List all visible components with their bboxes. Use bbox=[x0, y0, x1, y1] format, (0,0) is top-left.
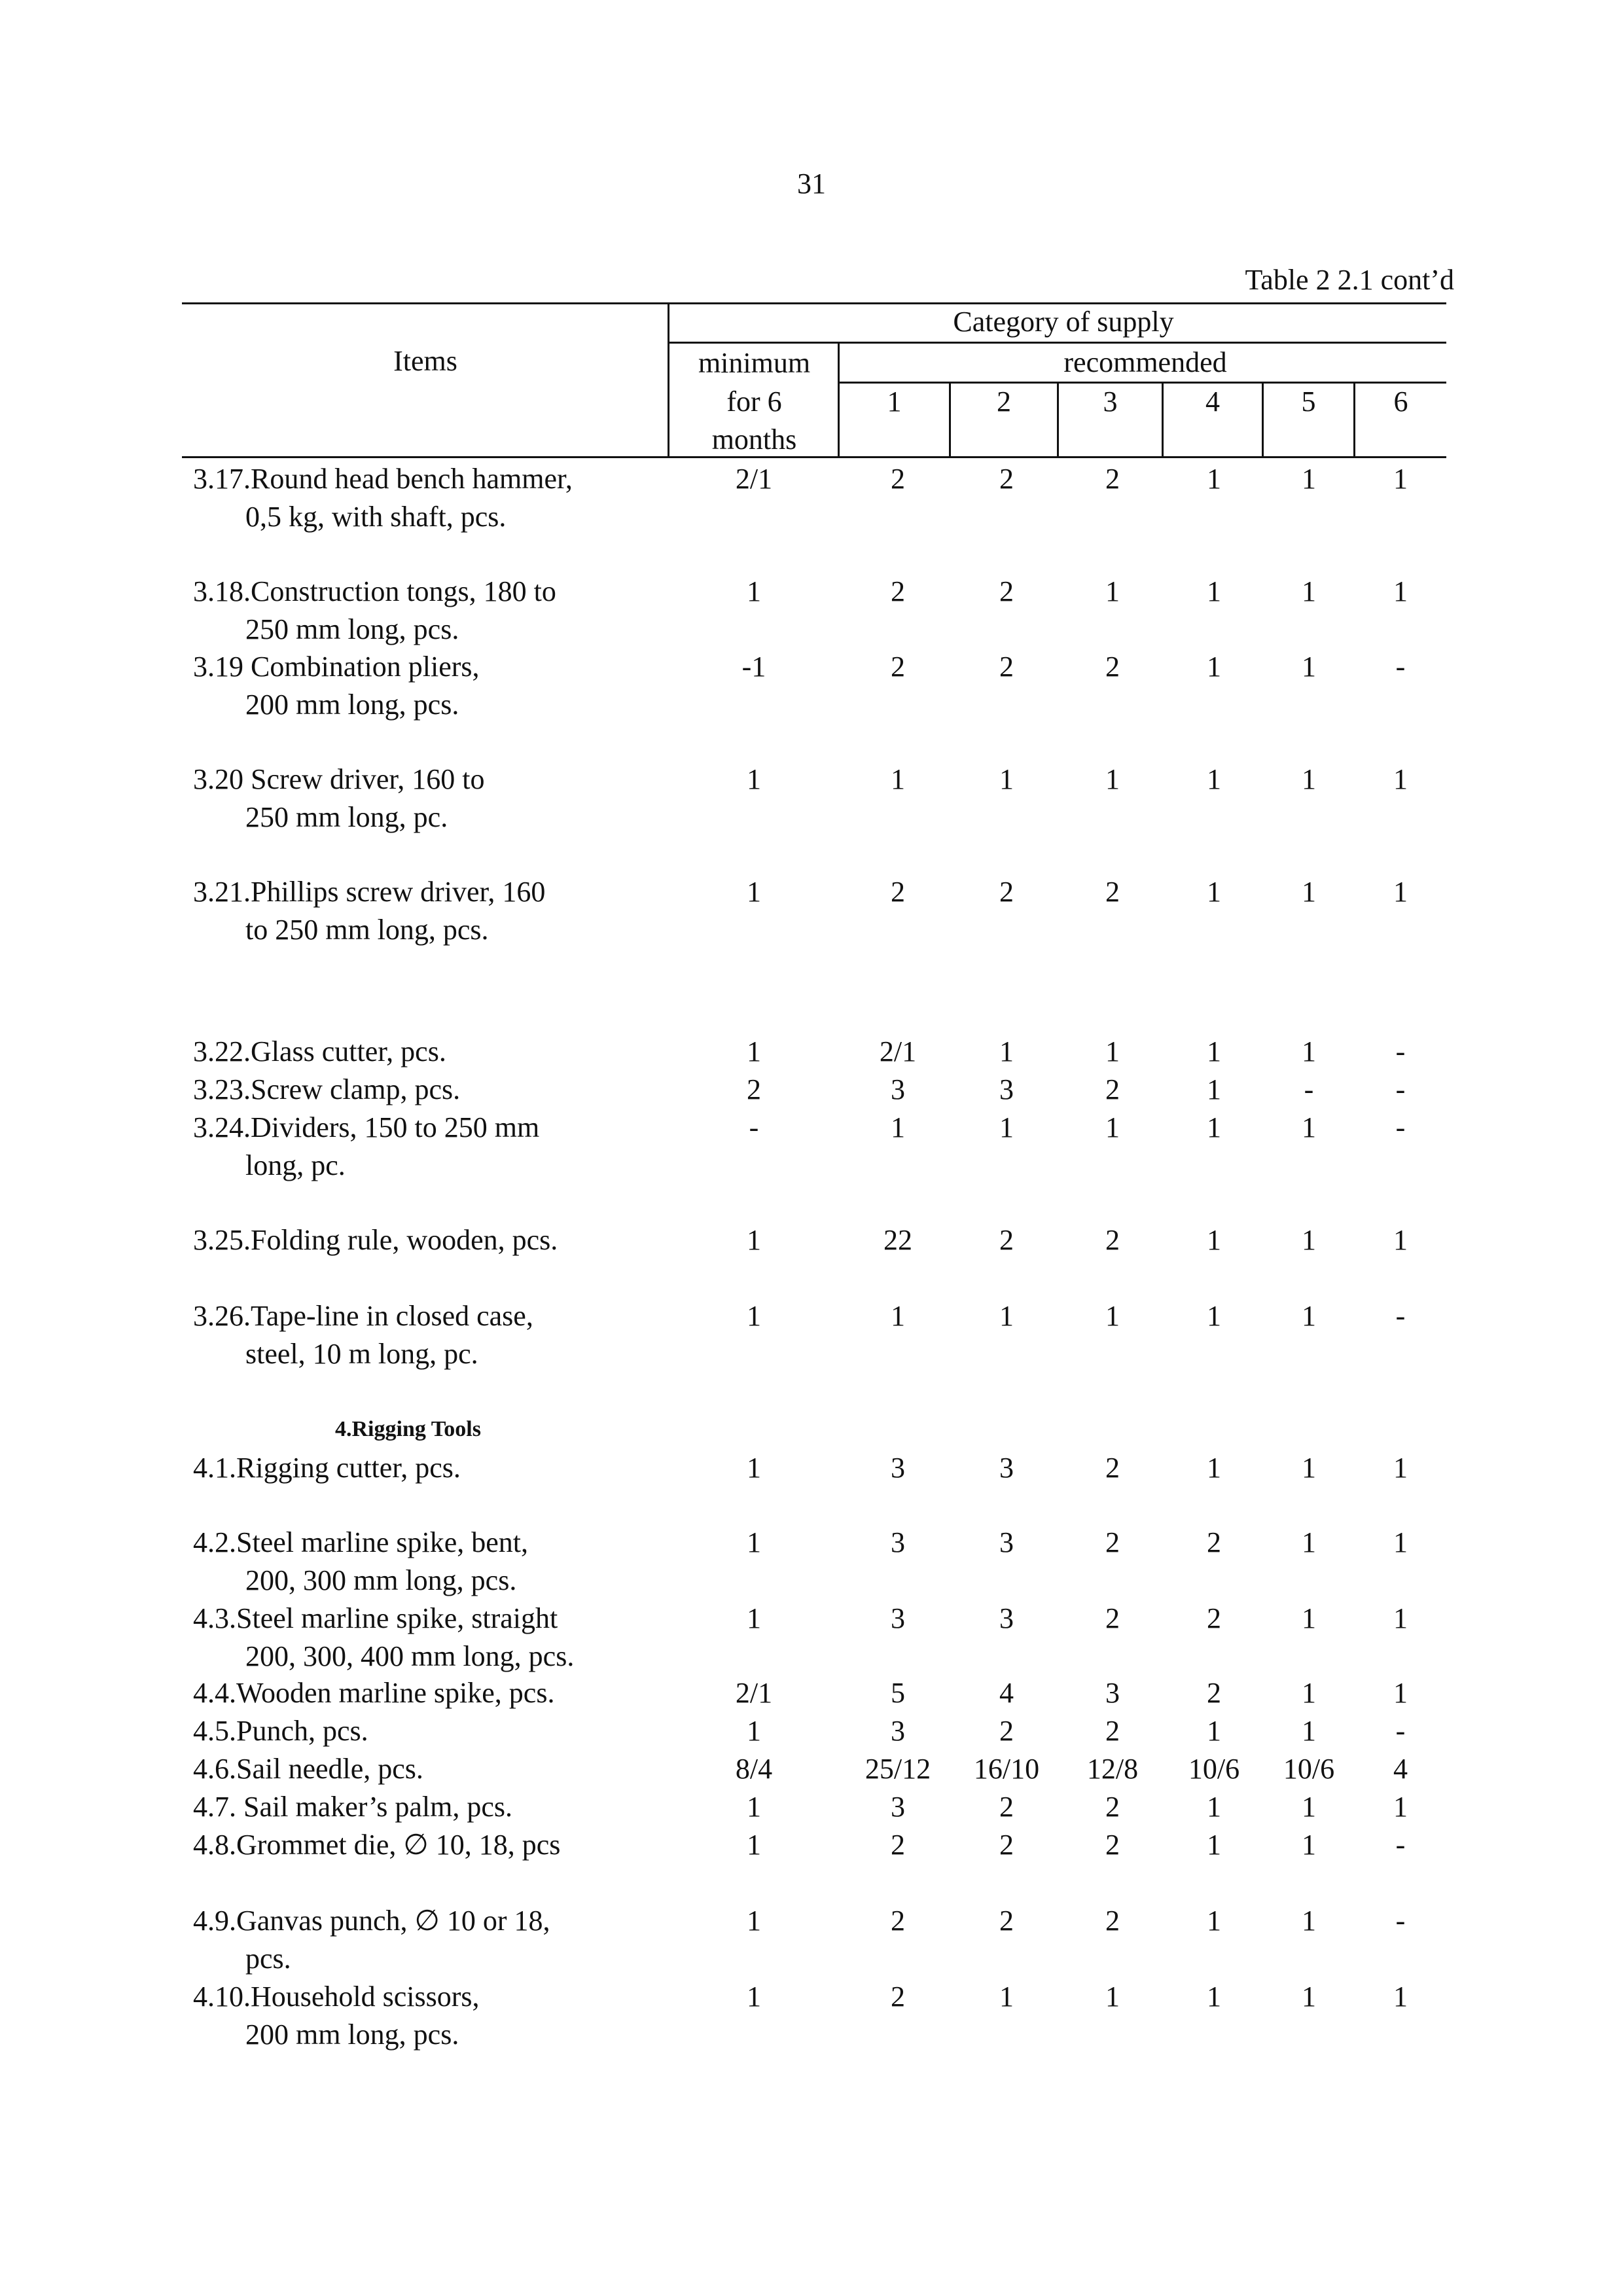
item-description: 4.3.Steel marline spike, straight 200, 300, 400 mm long, pcs. bbox=[193, 1602, 575, 1672]
item-description: 3.22.Glass cutter, pcs. bbox=[193, 1035, 446, 1067]
value-cat-6: 1 bbox=[1393, 1526, 1408, 1558]
value-cat-6: 1 bbox=[1393, 1452, 1408, 1484]
value-cat-2: 2 bbox=[999, 575, 1014, 607]
value-cat-3: 2 bbox=[1105, 1829, 1120, 1861]
value-cat-1: 3 bbox=[891, 1073, 905, 1105]
value-cat-3: 2 bbox=[1105, 1715, 1120, 1747]
value-cat-2: 2 bbox=[999, 1224, 1014, 1256]
value-minimum: 1 bbox=[747, 1452, 761, 1484]
header-bottom-rule bbox=[182, 456, 1446, 458]
value-cat-4: 1 bbox=[1207, 1224, 1221, 1256]
item-description: 3.20 Screw driver, 160 to 250 mm long, pc. bbox=[193, 763, 485, 833]
value-cat-2: 1 bbox=[999, 763, 1014, 795]
value-cat-1: 2 bbox=[891, 463, 905, 495]
value-cat-3: 2 bbox=[1105, 1526, 1120, 1558]
value-cat-2: 3 bbox=[999, 1073, 1014, 1105]
value-cat-5: 1 bbox=[1302, 1602, 1316, 1634]
item-description: 3.24.Dividers, 150 to 250 mm long, pc. bbox=[193, 1111, 540, 1181]
value-cat-2: 2 bbox=[999, 463, 1014, 495]
value-cat-6: - bbox=[1395, 1111, 1406, 1143]
value-cat-1: 2 bbox=[891, 1981, 905, 2013]
value-minimum: 8/4 bbox=[735, 1753, 773, 1785]
value-cat-6: - bbox=[1395, 1905, 1406, 1937]
value-cat-4: 1 bbox=[1207, 1073, 1221, 1105]
value-cat-6: - bbox=[1395, 1035, 1406, 1067]
value-cat-6: - bbox=[1395, 1300, 1406, 1332]
header-cat-1: 1 bbox=[887, 386, 902, 418]
value-cat-5: 10/6 bbox=[1283, 1753, 1335, 1785]
value-cat-1: 1 bbox=[891, 1300, 905, 1332]
value-cat-3: 2 bbox=[1105, 463, 1120, 495]
item-description: 3.18.Construction tongs, 180 to 250 mm long, pcs. bbox=[193, 575, 556, 645]
table-top-rule bbox=[182, 302, 1446, 304]
value-cat-5: 1 bbox=[1302, 1111, 1316, 1143]
value-cat-1: 3 bbox=[891, 1452, 905, 1484]
value-cat-3: 1 bbox=[1105, 1300, 1120, 1332]
value-cat-4: 1 bbox=[1207, 651, 1221, 683]
value-cat-4: 1 bbox=[1207, 1791, 1221, 1823]
value-cat-2: 1 bbox=[999, 1111, 1014, 1143]
value-minimum: 1 bbox=[747, 1981, 761, 2013]
value-cat-3: 1 bbox=[1105, 1035, 1120, 1067]
section-heading-rigging-tools: 4.Rigging Tools bbox=[335, 1417, 481, 1441]
item-description: 3.25.Folding rule, wooden, pcs. bbox=[193, 1224, 558, 1256]
header-cat-6: 6 bbox=[1393, 386, 1408, 418]
value-minimum: 1 bbox=[747, 1035, 761, 1067]
value-cat-1: 2 bbox=[891, 1905, 905, 1937]
value-cat-5: 1 bbox=[1302, 1526, 1316, 1558]
value-cat-4: 1 bbox=[1207, 876, 1221, 908]
value-cat-5: 1 bbox=[1302, 1829, 1316, 1861]
value-cat-1: 3 bbox=[891, 1791, 905, 1823]
value-cat-1: 2 bbox=[891, 876, 905, 908]
value-cat-2: 2 bbox=[999, 1715, 1014, 1747]
item-description: 4.4.Wooden marline spike, pcs. bbox=[193, 1677, 555, 1709]
value-cat-1: 2 bbox=[891, 575, 905, 607]
value-minimum: 1 bbox=[747, 575, 761, 607]
value-cat-1: 3 bbox=[891, 1526, 905, 1558]
value-cat-1: 5 bbox=[891, 1677, 905, 1709]
category-rule bbox=[668, 342, 1446, 344]
value-cat-3: 2 bbox=[1105, 651, 1120, 683]
value-minimum: - bbox=[749, 1111, 759, 1143]
value-cat-3: 2 bbox=[1105, 1224, 1120, 1256]
item-description: 4.6.Sail needle, pcs. bbox=[193, 1753, 423, 1785]
value-cat-1: 2 bbox=[891, 651, 905, 683]
value-minimum: 1 bbox=[747, 1300, 761, 1332]
value-cat-3: 2 bbox=[1105, 876, 1120, 908]
value-cat-4: 1 bbox=[1207, 1035, 1221, 1067]
value-cat-5: 1 bbox=[1302, 575, 1316, 607]
value-cat-4: 1 bbox=[1207, 1981, 1221, 2013]
value-cat-6: 1 bbox=[1393, 1602, 1408, 1634]
value-cat-3: 2 bbox=[1105, 1602, 1120, 1634]
col-divider-items bbox=[668, 302, 669, 456]
value-minimum: 1 bbox=[747, 1602, 761, 1634]
value-cat-4: 1 bbox=[1207, 1829, 1221, 1861]
value-cat-5: 1 bbox=[1302, 1035, 1316, 1067]
value-cat-5: 1 bbox=[1302, 1715, 1316, 1747]
header-cat-4: 4 bbox=[1205, 386, 1220, 418]
value-cat-4: 1 bbox=[1207, 575, 1221, 607]
value-cat-4: 1 bbox=[1207, 763, 1221, 795]
value-cat-3: 1 bbox=[1105, 763, 1120, 795]
value-cat-4: 1 bbox=[1207, 463, 1221, 495]
value-minimum: 2/1 bbox=[735, 1677, 773, 1709]
header-category-of-supply: Category of supply bbox=[953, 306, 1174, 338]
value-cat-6: 1 bbox=[1393, 1677, 1408, 1709]
value-cat-3: 2 bbox=[1105, 1905, 1120, 1937]
value-cat-2: 1 bbox=[999, 1035, 1014, 1067]
value-cat-3: 3 bbox=[1105, 1677, 1120, 1709]
value-cat-6: - bbox=[1395, 651, 1406, 683]
value-cat-5: 1 bbox=[1302, 876, 1316, 908]
page-number: 31 bbox=[797, 168, 826, 200]
item-description: 4.1.Rigging cutter, pcs. bbox=[193, 1452, 461, 1484]
value-cat-4: 2 bbox=[1207, 1602, 1221, 1634]
value-cat-2: 3 bbox=[999, 1452, 1014, 1484]
value-cat-6: 1 bbox=[1393, 575, 1408, 607]
value-cat-2: 2 bbox=[999, 651, 1014, 683]
value-cat-4: 2 bbox=[1207, 1677, 1221, 1709]
item-description: 4.10.Household scissors, 200 mm long, pcs. bbox=[193, 1981, 480, 2051]
value-cat-2: 1 bbox=[999, 1300, 1014, 1332]
value-cat-4: 1 bbox=[1207, 1715, 1221, 1747]
value-cat-2: 2 bbox=[999, 1829, 1014, 1861]
value-cat-2: 2 bbox=[999, 1905, 1014, 1937]
value-minimum: 2/1 bbox=[735, 463, 773, 495]
value-cat-5: 1 bbox=[1302, 1677, 1316, 1709]
value-cat-2: 1 bbox=[999, 1981, 1014, 2013]
value-cat-3: 2 bbox=[1105, 1791, 1120, 1823]
header-cat-2: 2 bbox=[997, 386, 1011, 418]
value-cat-5: 1 bbox=[1302, 1452, 1316, 1484]
value-cat-3: 1 bbox=[1105, 1111, 1120, 1143]
item-description: 3.23.Screw clamp, pcs. bbox=[193, 1073, 461, 1105]
value-cat-5: 1 bbox=[1302, 1224, 1316, 1256]
value-cat-6: 1 bbox=[1393, 876, 1408, 908]
value-cat-2: 2 bbox=[999, 1791, 1014, 1823]
value-cat-6: 1 bbox=[1393, 763, 1408, 795]
value-cat-5: 1 bbox=[1302, 1905, 1316, 1937]
header-minimum-line3: months bbox=[711, 423, 797, 456]
header-items: Items bbox=[393, 345, 457, 377]
value-cat-6: 1 bbox=[1393, 1224, 1408, 1256]
value-cat-4: 1 bbox=[1207, 1111, 1221, 1143]
value-cat-2: 2 bbox=[999, 876, 1014, 908]
header-cat-5: 5 bbox=[1301, 386, 1316, 418]
item-description: 4.7. Sail maker’s palm, pcs. bbox=[193, 1791, 512, 1823]
value-cat-1: 3 bbox=[891, 1715, 905, 1747]
value-minimum: 1 bbox=[747, 763, 761, 795]
table-caption: Table 2 2.1 cont’d bbox=[1245, 264, 1454, 296]
header-minimum-line2: for 6 bbox=[726, 386, 782, 418]
value-minimum: 1 bbox=[747, 1905, 761, 1937]
value-cat-3: 1 bbox=[1105, 1981, 1120, 2013]
value-cat-1: 25/12 bbox=[865, 1753, 931, 1785]
value-cat-2: 4 bbox=[999, 1677, 1014, 1709]
item-description: 3.26.Tape-line in closed case, steel, 10 m long, pc. bbox=[193, 1300, 533, 1370]
value-cat-6: - bbox=[1395, 1715, 1406, 1747]
value-cat-4: 10/6 bbox=[1188, 1753, 1240, 1785]
value-minimum: 1 bbox=[747, 876, 761, 908]
value-cat-3: 2 bbox=[1105, 1073, 1120, 1105]
value-cat-6: 1 bbox=[1393, 463, 1408, 495]
value-cat-5: - bbox=[1304, 1073, 1314, 1105]
value-cat-6: 1 bbox=[1393, 1981, 1408, 2013]
value-minimum: 1 bbox=[747, 1791, 761, 1823]
value-cat-2: 3 bbox=[999, 1526, 1014, 1558]
value-cat-4: 1 bbox=[1207, 1300, 1221, 1332]
item-description: 4.2.Steel marline spike, bent, 200, 300 mm long, pcs. bbox=[193, 1526, 528, 1596]
value-cat-6: 1 bbox=[1393, 1791, 1408, 1823]
item-description: 4.9.Ganvas punch, ∅ 10 or 18, pcs. bbox=[193, 1905, 550, 1975]
value-minimum: 1 bbox=[747, 1715, 761, 1747]
header-cat-3: 3 bbox=[1103, 386, 1118, 418]
value-minimum: 1 bbox=[747, 1224, 761, 1256]
item-description: 3.19 Combination pliers, 200 mm long, pcs. bbox=[193, 651, 480, 721]
value-cat-5: 1 bbox=[1302, 651, 1316, 683]
value-cat-5: 1 bbox=[1302, 1300, 1316, 1332]
value-cat-1: 2 bbox=[891, 1829, 905, 1861]
value-minimum: -1 bbox=[741, 651, 766, 683]
item-description: 4.5.Punch, pcs. bbox=[193, 1715, 368, 1747]
value-cat-1: 22 bbox=[883, 1224, 912, 1256]
value-cat-1: 1 bbox=[891, 1111, 905, 1143]
value-cat-2: 3 bbox=[999, 1602, 1014, 1634]
header-recommended: recommended bbox=[1063, 346, 1227, 378]
value-cat-1: 3 bbox=[891, 1602, 905, 1634]
value-cat-6: - bbox=[1395, 1073, 1406, 1105]
header-minimum-line1: minimum bbox=[698, 347, 811, 379]
value-minimum: 2 bbox=[747, 1073, 761, 1105]
value-cat-4: 1 bbox=[1207, 1905, 1221, 1937]
value-cat-5: 1 bbox=[1302, 1791, 1316, 1823]
item-description: 3.17.Round head bench hammer, 0,5 kg, with shaft, pcs. bbox=[193, 463, 573, 533]
value-cat-3: 2 bbox=[1105, 1452, 1120, 1484]
value-minimum: 1 bbox=[747, 1526, 761, 1558]
value-cat-4: 2 bbox=[1207, 1526, 1221, 1558]
item-description: 3.21.Phillips screw driver, 160 to 250 mm long, pcs. bbox=[193, 876, 546, 946]
value-cat-3: 12/8 bbox=[1086, 1753, 1139, 1785]
value-minimum: 1 bbox=[747, 1829, 761, 1861]
value-cat-6: - bbox=[1395, 1829, 1406, 1861]
value-cat-1: 2/1 bbox=[879, 1035, 917, 1067]
item-description: 4.8.Grommet die, ∅ 10, 18, pcs bbox=[193, 1829, 561, 1861]
value-cat-5: 1 bbox=[1302, 1981, 1316, 2013]
value-cat-3: 1 bbox=[1105, 575, 1120, 607]
value-cat-5: 1 bbox=[1302, 463, 1316, 495]
value-cat-4: 1 bbox=[1207, 1452, 1221, 1484]
value-cat-5: 1 bbox=[1302, 763, 1316, 795]
value-cat-2: 16/10 bbox=[973, 1753, 1040, 1785]
value-cat-1: 1 bbox=[891, 763, 905, 795]
value-cat-6: 4 bbox=[1393, 1753, 1408, 1785]
